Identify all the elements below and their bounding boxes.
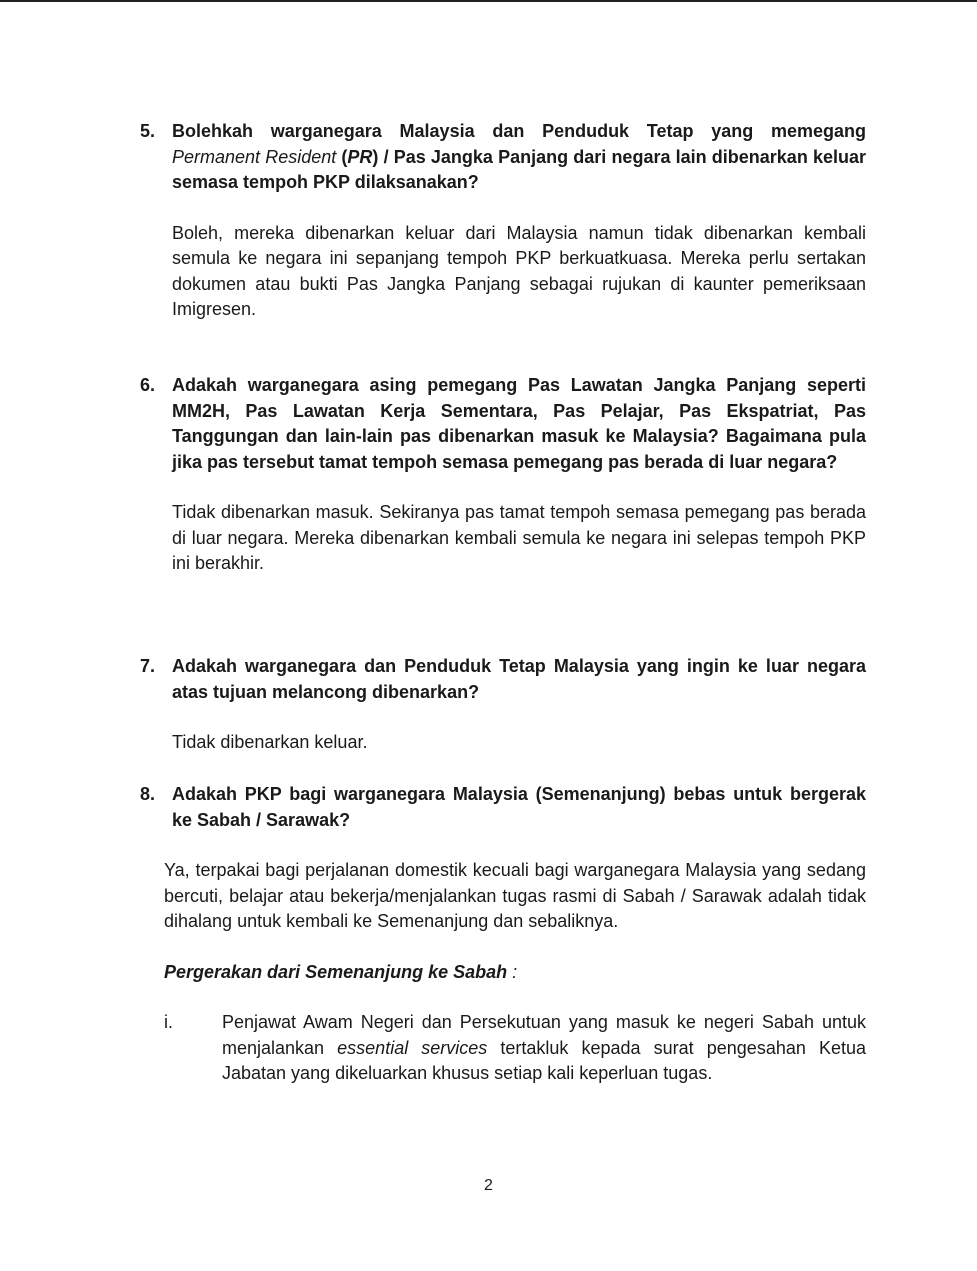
faq-item-5 bbox=[140, 119, 866, 323]
subheading bbox=[140, 960, 866, 986]
list-item-i bbox=[140, 1010, 866, 1087]
question-7 bbox=[140, 654, 866, 705]
question-text: Adakah PKP bagi warganegara Malaysia (Semenanjung) bebas untuk bergerak ke Sabah / Sarawak? bbox=[172, 784, 866, 830]
question-8 bbox=[140, 782, 866, 833]
faq-item-6 bbox=[140, 373, 866, 577]
list-item-italic-text: essential services bbox=[337, 1037, 488, 1058]
answer-5: Boleh, mereka dibenarkan keluar dari Malaysia namun tidak dibenarkan kembali semula ke negara ini sepanjang tempoh PKP berkuatkuasa. Mereka perlu sertakan dokumen atau bukti Pas Jangka Panjang sebagai rujukan di kaunter pemeriksaan Imigresen. bbox=[172, 222, 866, 319]
question-text: Adakah warganegara asing pemegang Pas Lawatan Jangka Panjang seperti MM2H, Pas Lawatan Kerja Sementara, Pas Pelajar, Pas Ekspatriat, Pas Tanggungan dan lain-lain pas dibenarkan masuk ke Malaysia? Bagaimana pula jika pas tersebut tamat tempoh semasa pemegang pas berada di luar negara? bbox=[172, 375, 866, 472]
question-text: ( bbox=[336, 146, 348, 167]
list-item-text: Penjawat Awam Negeri dan Persekutuan yang masuk ke negeri Sabah untuk menjalankan bbox=[222, 1012, 866, 1058]
question-6 bbox=[140, 373, 866, 475]
question-text: Bolehkah warganegara Malaysia dan Penduduk Tetap yang memegang bbox=[172, 121, 866, 141]
subheading-suffix: : bbox=[507, 961, 518, 982]
answer-6: Tidak dibenarkan masuk. Sekiranya pas tamat tempoh semasa pemegang pas berada di luar negara. Mereka dibenarkan kembali semula ke negara ini selepas tempoh PKP ini berakhir. bbox=[172, 502, 866, 573]
question-italic-text: Permanent Resident bbox=[172, 146, 337, 167]
answer-8: Ya, terpakai bagi perjalanan domestik kecuali bagi warganegara Malaysia yang sedang bercuti, belajar atau bekerja/menjalankan tugas rasmi di Sabah / Sarawak adalah tidak dihalang untuk kembali ke Semenanjung dan sebaliknya. bbox=[164, 860, 866, 931]
subheading-text: Pergerakan dari Semenanjung ke Sabah bbox=[164, 961, 508, 982]
question-number: 5. bbox=[140, 121, 156, 141]
faq-item-7 bbox=[140, 654, 866, 756]
list-item-text: tertakluk kepada surat pengesahan Ketua Jabatan yang dikeluarkan khusus setiap kali keperluan tugas. bbox=[222, 1037, 866, 1083]
question-number: 6. bbox=[140, 375, 156, 395]
answer-7: Tidak dibenarkan keluar. bbox=[172, 732, 368, 752]
question-number: 7. bbox=[140, 656, 156, 676]
question-number: 8. bbox=[140, 784, 156, 804]
question-text: ) / Pas Jangka Panjang dari negara lain dibenarkan keluar semasa tempoh PKP dilaksanakan? bbox=[172, 146, 867, 192]
page-number: 2 bbox=[484, 1177, 493, 1194]
question-5 bbox=[140, 119, 866, 196]
faq-item-8 bbox=[140, 782, 866, 1087]
question-italic-text: PR bbox=[347, 146, 373, 167]
question-text: Adakah warganegara dan Penduduk Tetap Malaysia yang ingin ke luar negara atas tujuan melancong dibenarkan? bbox=[172, 656, 866, 702]
list-item-number: i. bbox=[164, 1012, 173, 1032]
